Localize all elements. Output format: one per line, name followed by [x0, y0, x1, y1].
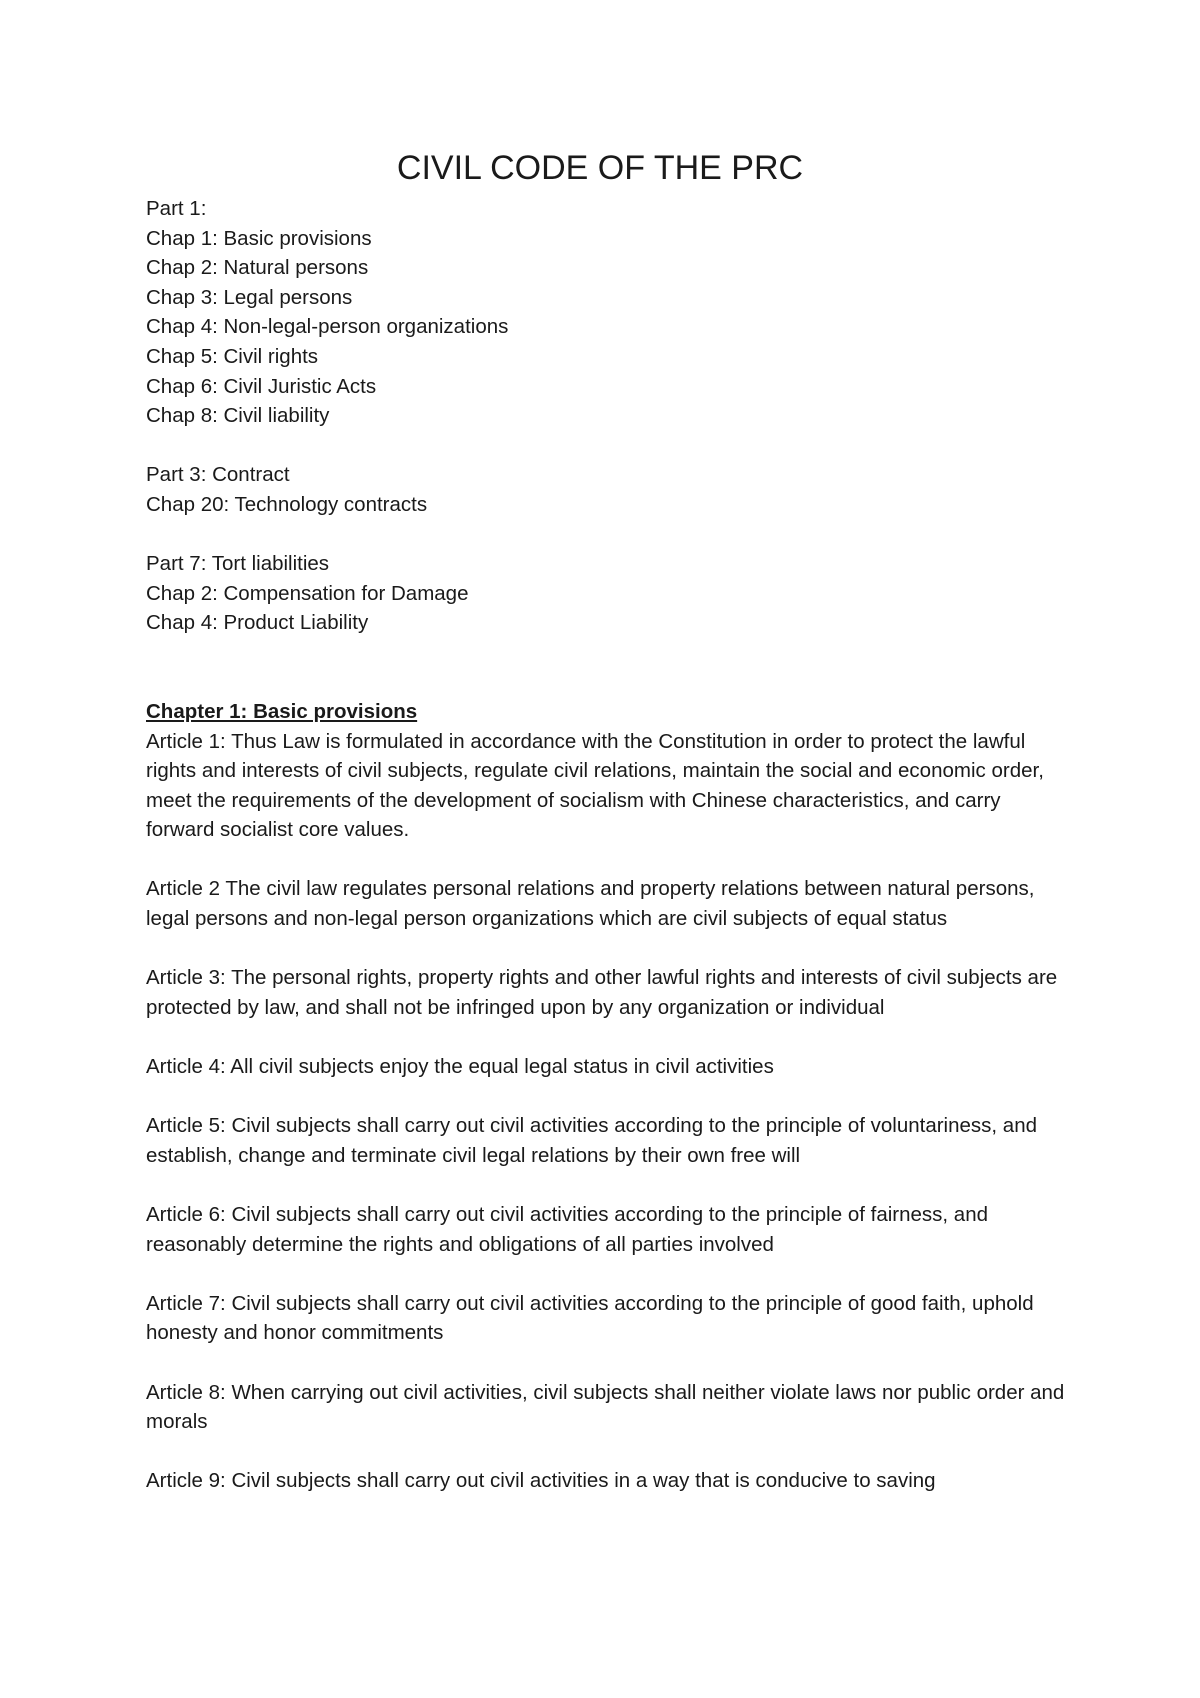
article-paragraph: Article 1: Thus Law is formulated in accordance with the Constitution in order to protect the lawful rights and interests of civil subjects, regulate civil relations, maintain the social and economic order, meet the requirements of the development of socialism with Chinese characteristics, and carry forward socialist core values. [146, 729, 1044, 842]
toc-chapter-item: Chap 4: Non-legal-person organizations [146, 315, 509, 339]
article-paragraph: Article 5: Civil subjects shall carry out civil activities according to the principle of voluntariness, and establish, change and terminate civil legal relations by their own free will [146, 1114, 1037, 1167]
toc-part-label: Part 1: [146, 197, 207, 220]
chapter-heading: Chapter 1: Basic provisions [146, 699, 418, 723]
toc-part1 [146, 194, 1066, 431]
article-paragraph: Article 2 The civil law regulates personal relations and property relations between natural persons, legal persons and non-legal person organizations which are civil subjects of equal status [146, 877, 1035, 931]
document-body [146, 194, 1066, 1496]
article-paragraph: Article 3: The personal rights, property rights and other lawful rights and interests of civil subjects are protected by law, and shall not be infringed upon by any organization or individual [146, 966, 1058, 1019]
article-paragraph: Article 9: Civil subjects shall carry out civil activities in a way that is conducive to saving [146, 1469, 936, 1493]
article-paragraph: Article 8: When carrying out civil activities, civil subjects shall neither violate laws nor public order and morals [146, 1380, 1065, 1434]
toc-chapter-item: Chap 8: Civil liability [146, 404, 330, 428]
toc-part3 [146, 460, 1066, 519]
toc-chapter-item: Chap 2: Natural persons [146, 256, 369, 280]
article-paragraph: Article 4: All civil subjects enjoy the equal legal status in civil activities [146, 1055, 774, 1079]
toc-chapter-item: Chap 5: Civil rights [146, 344, 319, 368]
chapter-1-section [146, 697, 1066, 1496]
toc-part-label: Part 3: Contract [146, 463, 290, 487]
toc-chapter-item: Chap 3: Legal persons [146, 285, 353, 309]
toc-part7 [146, 549, 1066, 638]
toc-chapter-item: Chap 1: Basic provisions [146, 226, 372, 250]
toc-chapter-item: Chap 6: Civil Juristic Acts [146, 374, 377, 398]
toc-chapter-item: Chap 20: Technology contracts [146, 492, 428, 516]
toc-chapter-item: Chap 4: Product Liability [146, 611, 369, 635]
article-paragraph: Article 6: Civil subjects shall carry out civil activities according to the principle of fairness, and reasonably determine the rights and obligations of all parties involved [146, 1203, 988, 1256]
document-title: CIVIL CODE OF THE PRC [396, 149, 804, 187]
toc-part-label: Part 7: Tort liabilities [146, 552, 330, 576]
article-paragraph: Article 7: Civil subjects shall carry out civil activities according to the principle of good faith, uphold honesty and honor commitments [146, 1291, 1034, 1345]
toc-chapter-item: Chap 2: Compensation for Damage [146, 581, 469, 605]
